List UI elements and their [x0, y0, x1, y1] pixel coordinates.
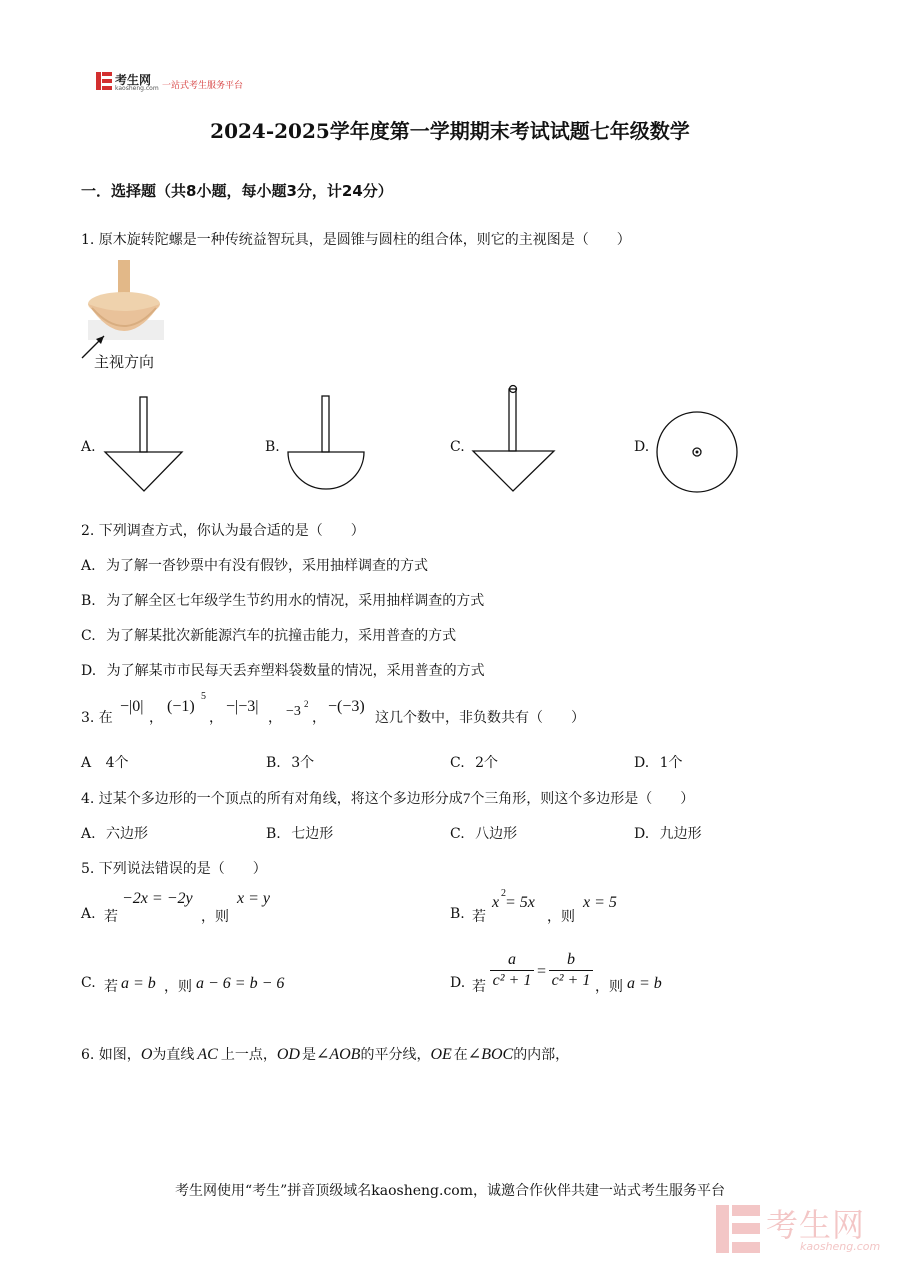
watermark-mark-icon: [716, 1205, 760, 1253]
q4-stem-a: 4. 过某个多边形的一个顶点的所有对角线，将这个多边形分成: [81, 791, 463, 807]
option-text: 4个: [105, 755, 129, 771]
q5-c-if: 若: [104, 979, 118, 995]
option-text: 1个: [659, 755, 683, 771]
q1-stem: 1. 原木旋转陀螺是一种传统益智玩具，是圆锥与圆柱的组合体，则它的主视图是（ ）: [81, 232, 631, 248]
q4-option-d[interactable]: [634, 823, 702, 843]
q2-option-b[interactable]: [81, 590, 484, 610]
q3-sep-3: ，: [268, 710, 282, 726]
q3-prefix: 3. 在: [81, 710, 113, 726]
q6-text: 是: [301, 1047, 316, 1063]
option-label: C.: [450, 755, 465, 771]
q5-d-fraction-2: [549, 950, 593, 991]
spinning-top-photo: [80, 258, 170, 363]
q5-a-then: ，则: [201, 909, 229, 925]
q3-suffix: 这几个数中，非负数共有（ ）: [375, 710, 585, 726]
option-label: B.: [450, 906, 465, 922]
q6-math: OD: [276, 1046, 300, 1063]
q5-b-expr1b: = 5x: [505, 894, 535, 911]
logo-slogan: 一站式考生服务平台: [162, 81, 244, 91]
q6-math: AC: [197, 1046, 218, 1063]
q5-c-then: ，则: [164, 979, 192, 995]
q3-expr-2: (−1): [167, 698, 195, 715]
fraction-numerator: a: [508, 951, 516, 968]
q4-option-c[interactable]: [450, 823, 517, 843]
q3-expr-4-exp: 2: [304, 699, 309, 709]
q2-stem: 2. 下列调查方式，你认为最合适的是（ ）: [81, 523, 365, 539]
q4-option-a[interactable]: [81, 823, 148, 843]
option-text: 七边形: [291, 826, 334, 842]
q4-stem-num: 7: [462, 791, 471, 807]
option-text: 为了解全区七年级学生节约用水的情况，采用抽样调查的方式: [106, 593, 485, 609]
q5-d-fraction-1: [490, 950, 534, 991]
q3-sep-4: ，: [312, 710, 326, 726]
q6-math: ∠AOB: [315, 1046, 361, 1063]
q1-option-c-figure: [470, 384, 560, 494]
option-label: A.: [81, 826, 96, 842]
option-label: D.: [81, 663, 97, 679]
q1-option-b-label[interactable]: B.: [265, 439, 280, 455]
q3-expr-3: −|−3|: [226, 698, 259, 715]
option-label: B.: [266, 755, 281, 771]
q3-expr-5: −(−3): [328, 698, 365, 715]
option-label: B.: [81, 593, 96, 609]
q4-stem-b: 个三角形，则这个多边形是（ ）: [470, 791, 695, 807]
q2-option-d[interactable]: [81, 660, 485, 680]
option-text: 九边形: [659, 826, 702, 842]
q5-b-expr2: x = 5: [583, 894, 617, 911]
q5-a-if: 若: [104, 909, 118, 925]
fraction-denominator: c² + 1: [551, 972, 591, 989]
q5-a-expr1: −2x = −2y: [122, 890, 193, 907]
option-text: 八边形: [475, 826, 518, 842]
q5-b-if: 若: [472, 909, 486, 925]
q5-b-exp: 2: [501, 888, 506, 899]
page-title: 2024-2025学年度第一学期期末考试试题七年级数学: [210, 119, 690, 143]
q5-d-equals: =: [537, 963, 547, 980]
option-label: A: [81, 755, 92, 771]
option-label: D.: [634, 755, 650, 771]
q6-text: 的内部，: [513, 1047, 570, 1063]
q4-option-b[interactable]: [266, 823, 333, 843]
q5-d-if: 若: [472, 979, 486, 995]
q3-expr-1: −|0|: [120, 698, 144, 715]
q1-option-d-figure: [655, 410, 740, 495]
q3-expr-4: −3: [286, 704, 301, 719]
option-text: 为了解一沓钞票中有没有假钞，采用抽样调查的方式: [106, 558, 429, 574]
q5-a-expr2: x = y: [237, 890, 270, 907]
q5-stem: 5. 下列说法错误的是（ ）: [81, 861, 267, 877]
option-text: 六边形: [106, 826, 149, 842]
page-footer: 考生网使用“考生”拼音顶级域名kaosheng.com，诚邀合作伙伴共建一站式考生服务平台: [174, 1183, 726, 1199]
q3-expr-2-exp: 5: [201, 691, 206, 702]
q5-d-then: ，则: [595, 979, 623, 995]
option-label: C.: [81, 628, 96, 644]
option-label: A.: [81, 906, 96, 922]
q6-math: ∠BOC: [467, 1046, 514, 1063]
q2-option-a[interactable]: [81, 555, 428, 575]
q6-text: 的平分线，: [360, 1047, 431, 1063]
option-label: C.: [81, 975, 96, 991]
q1-option-b-figure: [285, 394, 375, 494]
q1-option-c-label[interactable]: C.: [450, 439, 465, 455]
q6-text: 6. 如图，: [81, 1047, 141, 1063]
option-label: C.: [450, 826, 465, 842]
q1-photo-caption: 主视方向: [94, 353, 155, 371]
q1-option-a-figure: [100, 395, 190, 495]
q3-option-c[interactable]: [450, 752, 498, 772]
q6-text: 在: [453, 1047, 468, 1063]
q3-sep-2: ，: [209, 710, 223, 726]
q3-option-b[interactable]: [266, 752, 314, 772]
option-text: 为了解某市市民每天丢弃塑料袋数量的情况，采用普查的方式: [106, 663, 485, 679]
q5-c-expr2: a − 6 = b − 6: [196, 975, 285, 992]
q5-b-then: ，则: [547, 909, 575, 925]
watermark-domain: kaosheng.com: [800, 1240, 881, 1253]
q4-stem: [81, 788, 694, 808]
option-label: B.: [266, 826, 281, 842]
q1-option-d-label[interactable]: D.: [634, 439, 650, 455]
q3-option-a[interactable]: [81, 752, 129, 772]
q5-b-expr1: x: [492, 894, 500, 911]
option-text: 3个: [291, 755, 315, 771]
logo-domain: kaosheng.com: [115, 85, 159, 92]
q6-stem: [81, 1044, 569, 1064]
option-text: 2个: [475, 755, 499, 771]
option-text: 为了解某批次新能源汽车的抗撞击能力，采用普查的方式: [106, 628, 457, 644]
logo-name: 考生网: [115, 73, 152, 87]
option-label: A.: [81, 558, 96, 574]
q6-text: 上一点，: [220, 1047, 277, 1063]
q3-sep-1: ，: [149, 710, 163, 726]
q5-d-expr2: a = b: [627, 975, 662, 992]
option-label: D.: [450, 975, 466, 991]
q5-c-expr1: a = b: [121, 975, 156, 992]
q2-option-c[interactable]: [81, 625, 456, 645]
q6-math: O: [140, 1046, 153, 1063]
q1-option-a-label[interactable]: A.: [81, 439, 96, 455]
q3-option-d[interactable]: [634, 752, 683, 772]
watermark-name: 考生网: [766, 1206, 866, 1244]
section-heading: 一．选择题（共8小题，每小题3分，计24分）: [81, 182, 393, 200]
fraction-denominator: c² + 1: [492, 972, 532, 989]
q6-math: OE: [430, 1046, 452, 1063]
logo-mark-icon: [96, 72, 112, 90]
option-label: D.: [634, 826, 650, 842]
q6-text: 为直线: [152, 1047, 195, 1063]
fraction-numerator: b: [567, 951, 575, 968]
